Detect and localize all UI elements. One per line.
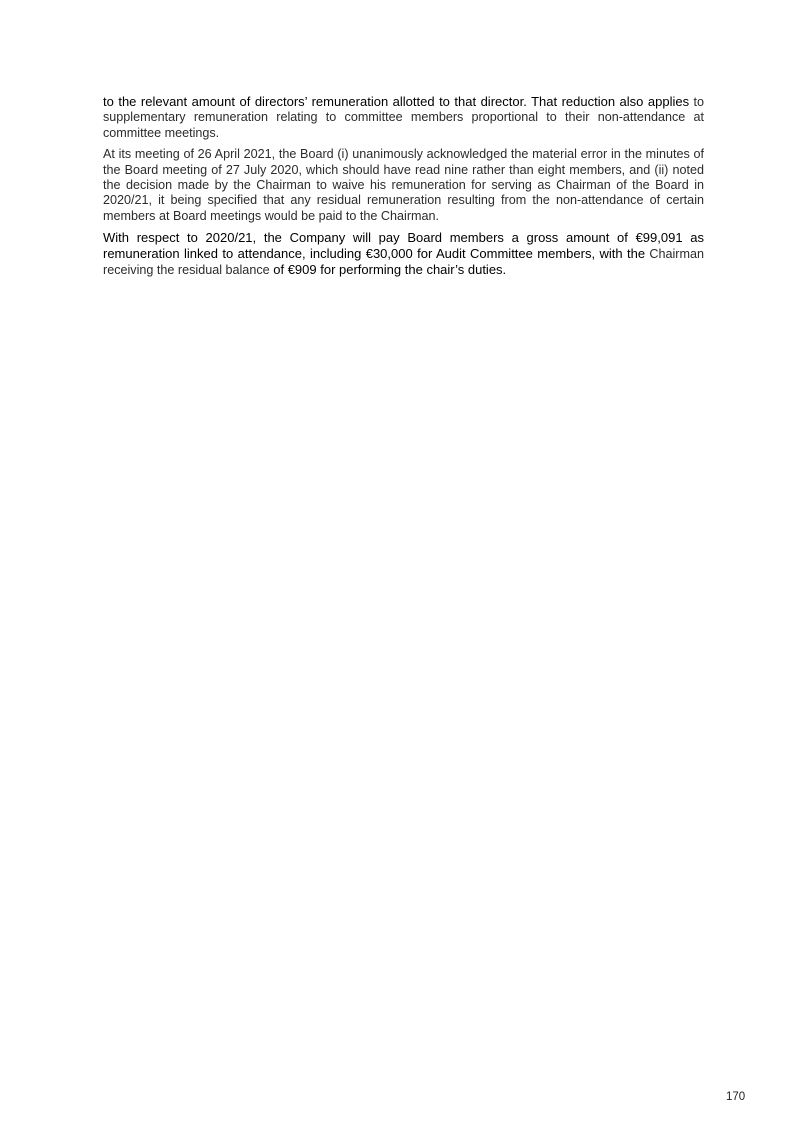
paragraph-payment-part-3: of €909 for performing the chair’s duties.: [269, 262, 507, 278]
document-body: [103, 94, 704, 284]
paragraph-payment: [103, 230, 704, 278]
paragraph-board-meeting: At its meeting of 26 April 2021, the Board (i) unanimously acknowledged the material error in the minutes of the Board meeting of 27 July 2020, which should have read nine rather than eight members, and (ii) noted the decision made by the Chairman to waive his remuneration for serving as Chairman of the Board in 2020/21, it being specified that any residual remuneration resulting from the non-attendance of certain members at Board meetings would be paid to the Chairman.: [103, 147, 704, 223]
paragraph-reduction: [103, 94, 704, 141]
page-number: 170: [726, 1091, 746, 1103]
paragraph-reduction-part-2: to supplementary remuneration relating to committee members proportional to their non-attendance at committee meetings.: [103, 95, 704, 140]
paragraph-payment-part-1: With respect to 2020/21, the Company will pay Board members a gross amount of €99,091 as remuneration linked to attendance, including €30,000 for Audit Committee members, with the: [103, 230, 704, 261]
paragraph-payment-part-2: Chairman receiving the residual balance: [103, 246, 704, 278]
paragraph-reduction-part-1: to the relevant amount of directors’ remuneration allotted to that director. That reduction also applies: [103, 94, 690, 109]
